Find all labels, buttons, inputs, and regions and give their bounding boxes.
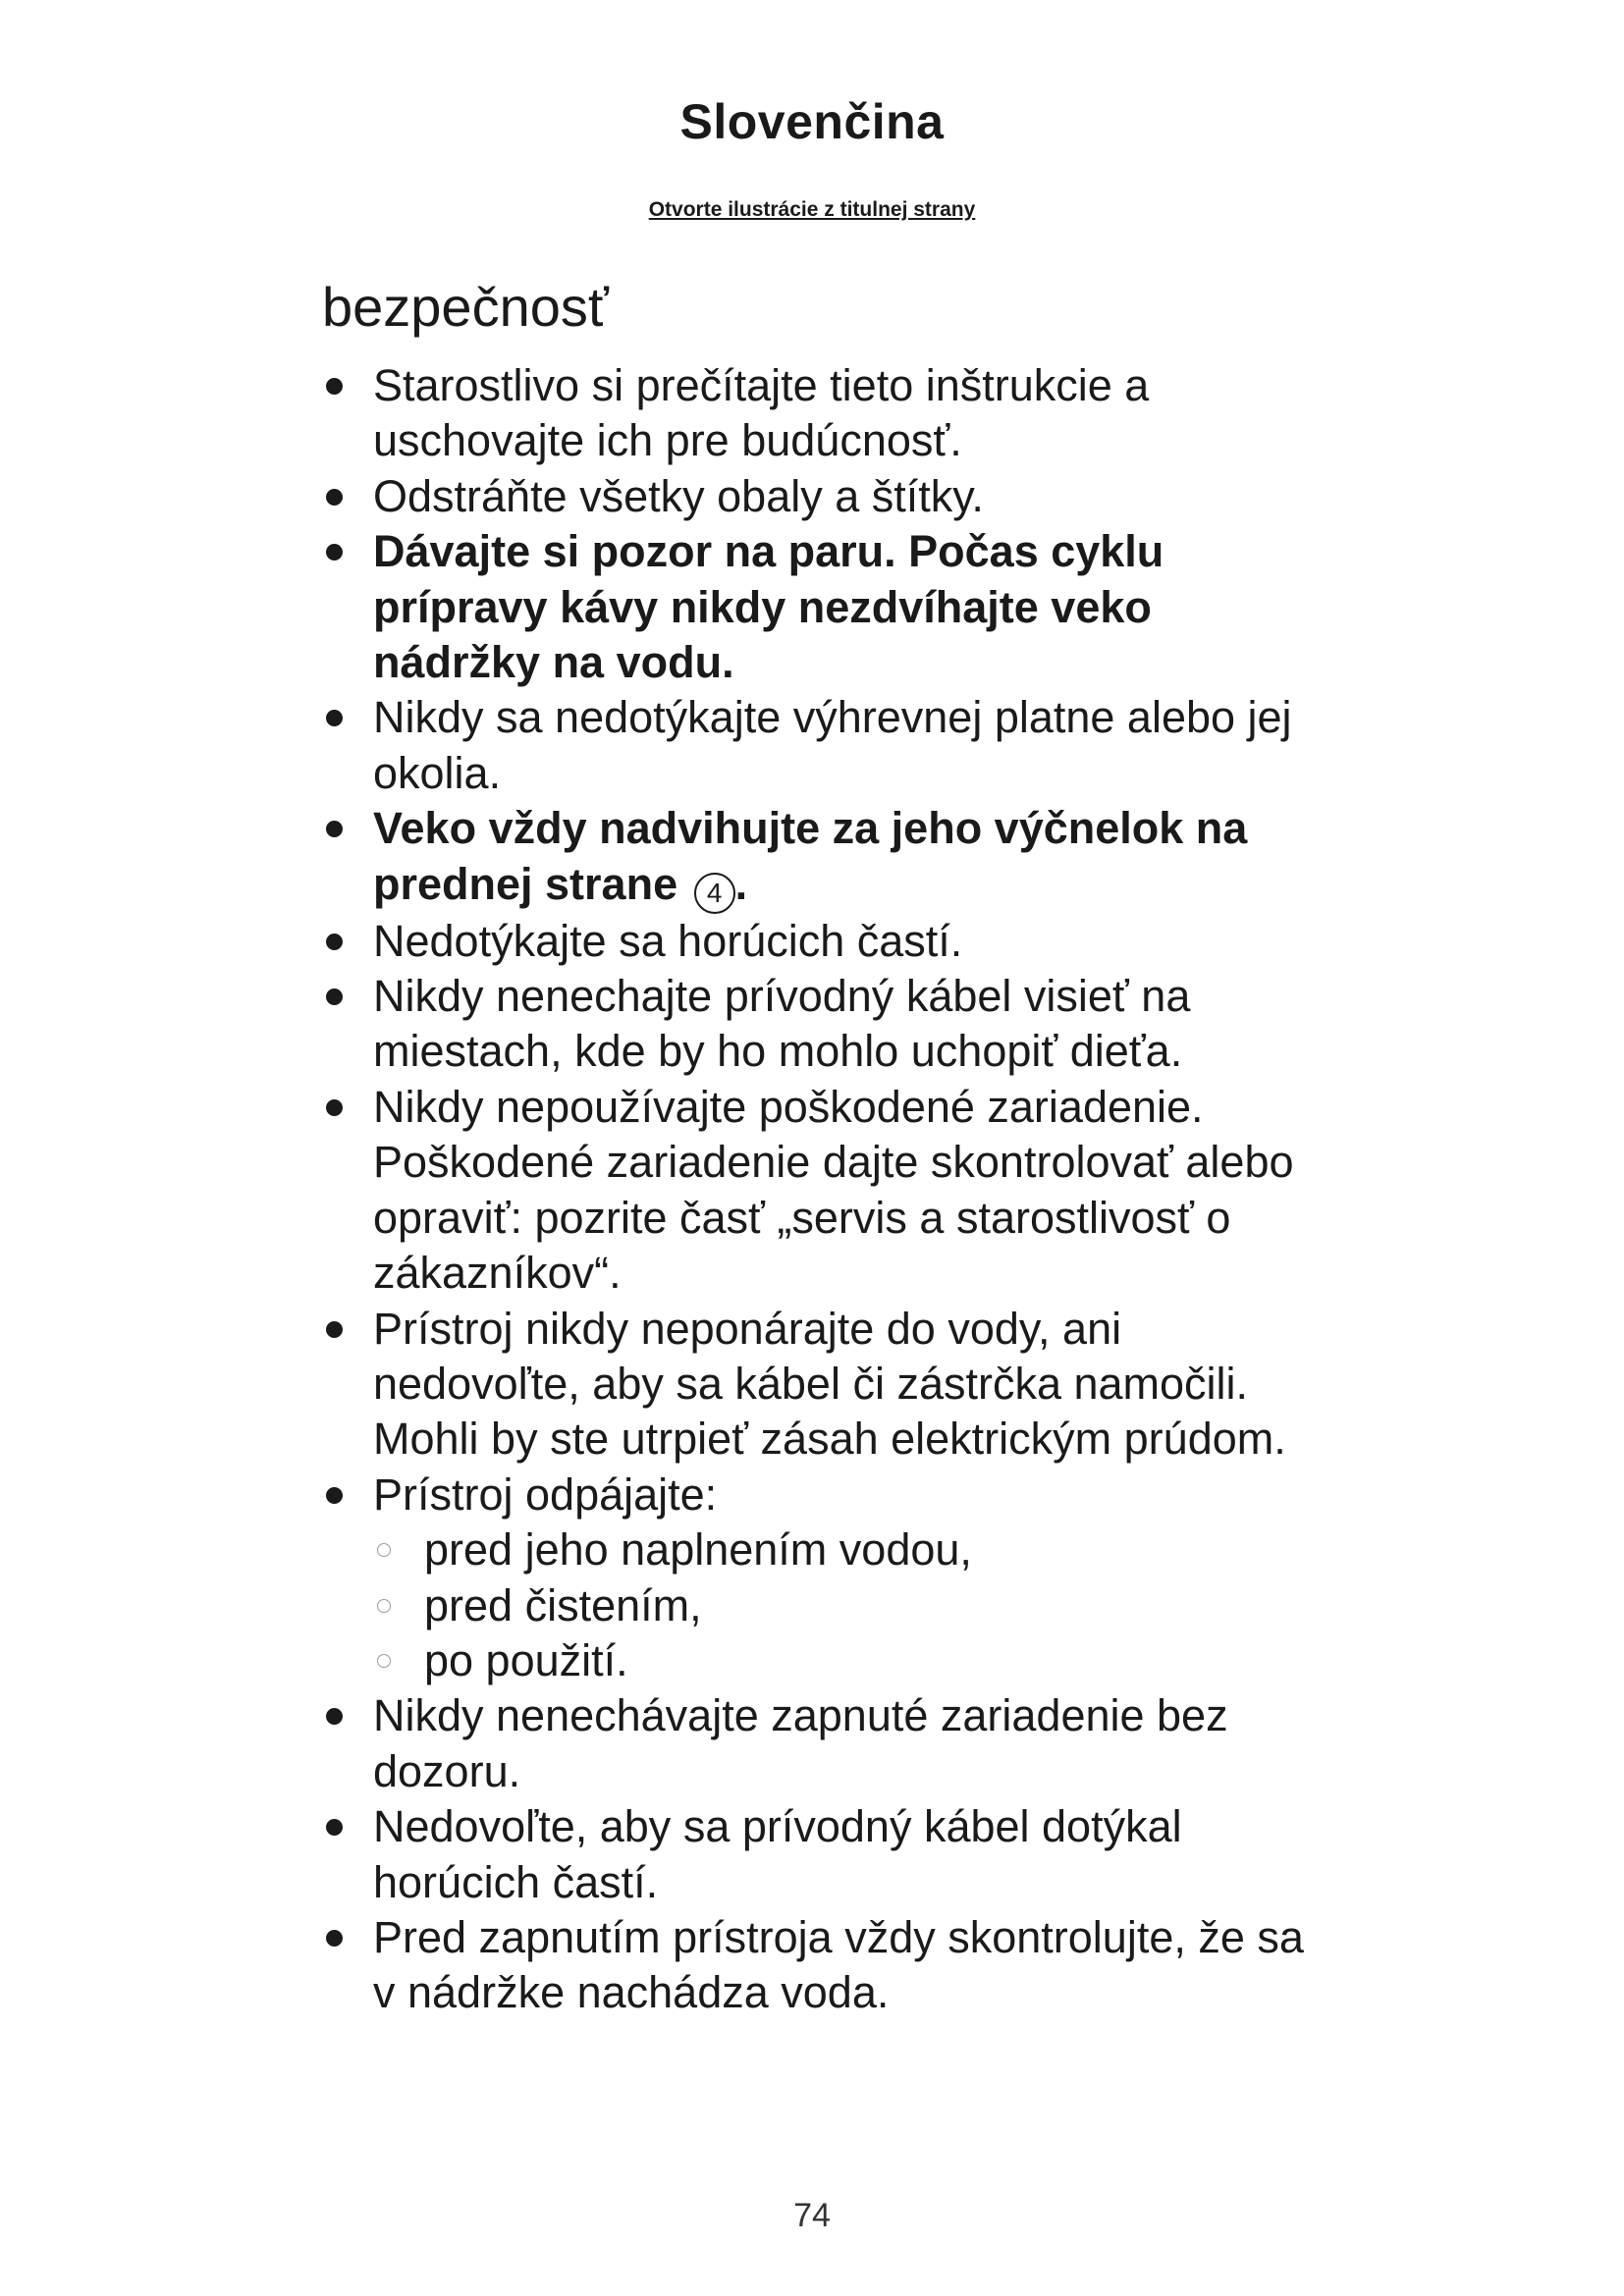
page-title: Slovenčina — [679, 94, 945, 149]
page-number: 74 — [793, 2197, 831, 2234]
section-heading: bezpečnosť — [322, 276, 609, 338]
list-item — [322, 1799, 1324, 1910]
list-item-text: Starostlivo si prečítajte tieto inštrukcie a uschovajte ich pre budúcnosť. — [373, 360, 1150, 466]
list-item — [322, 801, 1324, 913]
sub-list-item-text: po použití. — [424, 1634, 628, 1685]
list-item — [322, 1080, 1324, 1302]
list-item-text: Nikdy nenechajte prívodný kábel visieť na miestach, kde by ho mohlo uchopiť dieťa. — [373, 971, 1191, 1077]
circle-bullet-icon — [377, 1599, 391, 1613]
bullet-icon — [326, 710, 343, 726]
list-item-text: Prístroj odpájajte: — [373, 1468, 718, 1520]
list-item-text: Pred zapnutím prístroja vždy skontrolujte, že sa v nádržke nachádza voda. — [373, 1911, 1304, 2018]
bullet-icon — [326, 1708, 343, 1725]
circle-bullet-icon — [377, 1654, 391, 1668]
bullet-icon — [326, 1487, 343, 1504]
bullet-icon — [326, 1099, 343, 1116]
list-item — [322, 524, 1324, 690]
bullet-icon — [326, 378, 343, 395]
list-item-suffix: . — [734, 858, 748, 909]
list-item-text: Veko vždy nadvihujte za jeho výčnelok na prednej strane — [373, 803, 1248, 909]
list-item — [322, 690, 1324, 801]
bullet-icon — [326, 1819, 343, 1836]
list-item-text: Nikdy sa nedotýkajte výhrevnej platne alebo jej okolia. — [373, 692, 1292, 798]
sub-list-item-text: pred čistením, — [424, 1579, 702, 1630]
safety-instructions-list — [322, 358, 1324, 2021]
cover-illustrations-link[interactable]: Otvorte ilustrácie z titulnej strany — [648, 198, 976, 221]
list-item — [322, 969, 1324, 1080]
sub-list-item — [373, 1578, 1324, 1633]
list-item-text: Nedovoľte, aby sa prívodný kábel dotýkal horúcich častí. — [373, 1801, 1182, 1907]
sub-list-item-text: pred jeho naplnením vodou, — [424, 1524, 972, 1575]
list-item — [322, 358, 1324, 469]
list-item — [322, 1302, 1324, 1468]
circle-bullet-icon — [377, 1543, 391, 1557]
list-item — [322, 1688, 1324, 1799]
figure-reference-icon: 4 — [694, 873, 735, 914]
bullet-icon — [326, 489, 343, 506]
sub-list — [373, 1522, 1324, 1688]
sub-list-item — [373, 1522, 1324, 1577]
list-item-text: Odstráňte všetky obaly a štítky. — [373, 470, 984, 521]
bullet-icon — [326, 544, 343, 561]
list-item — [322, 1910, 1324, 2021]
bullet-icon — [326, 821, 343, 837]
list-item-text: Dávajte si pozor na paru. Počas cyklu prípravy kávy nikdy nezdvíhajte veko nádržky na vodu. — [373, 526, 1164, 688]
list-item-text: Nikdy nenechávajte zapnuté zariadenie bez dozoru. — [373, 1690, 1228, 1796]
sub-list-item — [373, 1633, 1324, 1688]
bullet-icon — [326, 934, 343, 950]
list-item — [322, 1468, 1324, 1689]
bullet-icon — [326, 1321, 343, 1338]
list-item — [322, 469, 1324, 524]
list-item-text: Nikdy nepoužívajte poškodené zariadenie. Poškodené zariadenie dajte skontrolovať alebo opraviť: pozrite časť „servis a starostlivosť o zákazníkov“. — [373, 1081, 1294, 1299]
bullet-icon — [326, 1930, 343, 1947]
list-item-text: Prístroj nikdy neponárajte do vody, ani nedovoľte, aby sa kábel či zástrčka namočili. Mohli by ste utrpieť zásah elektrickým prúdom. — [373, 1303, 1286, 1465]
bullet-icon — [326, 988, 343, 1005]
list-item — [322, 914, 1324, 969]
list-item-text: Nedotýkajte sa horúcich častí. — [373, 915, 963, 966]
